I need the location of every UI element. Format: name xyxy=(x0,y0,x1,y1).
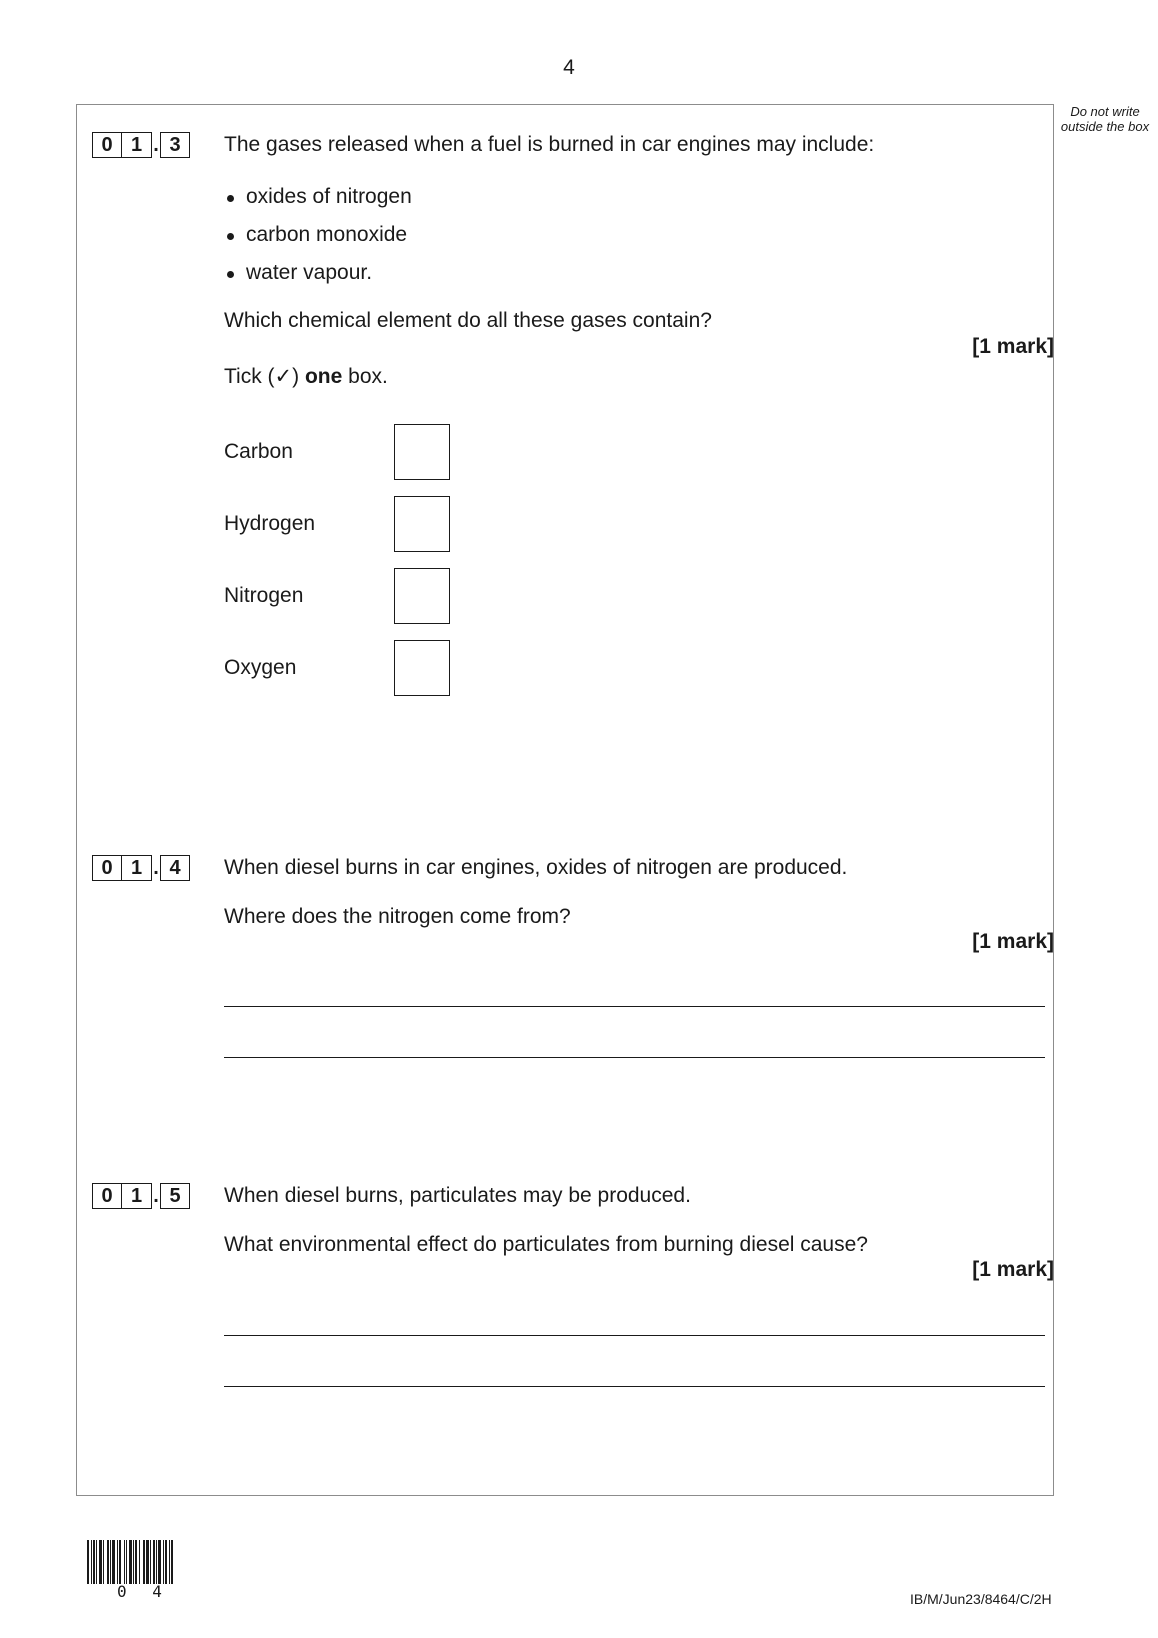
list-item: oxides of nitrogen xyxy=(224,183,412,221)
q013-instruction xyxy=(224,364,388,389)
q013-mark: [1 mark] xyxy=(972,335,1054,358)
question-digit: 3 xyxy=(160,132,190,158)
instruction-prefix: Tick (✓) xyxy=(224,365,305,388)
page-number: 4 xyxy=(563,56,575,79)
q015-mark: [1 mark] xyxy=(972,1258,1054,1281)
question-digit: 0 xyxy=(92,855,122,881)
option-label-nitrogen: Nitrogen xyxy=(224,584,304,607)
option-label-carbon: Carbon xyxy=(224,440,293,463)
question-number-01-5 xyxy=(92,1183,190,1209)
barcode xyxy=(87,1540,191,1601)
q014-intro: When diesel burns in car engines, oxides of nitrogen are produced. xyxy=(224,856,848,879)
paper-reference: IB/M/Jun23/8464/C/2H xyxy=(910,1591,1052,1607)
q014-question: Where does the nitrogen come from? xyxy=(224,905,571,928)
q014-mark: [1 mark] xyxy=(972,930,1054,953)
margin-note: Do not write outside the box xyxy=(1060,104,1150,134)
question-digit: 0 xyxy=(92,1183,122,1209)
option-label-oxygen: Oxygen xyxy=(224,656,297,679)
question-digit: 4 xyxy=(160,855,190,881)
barcode-bars xyxy=(87,1540,191,1584)
question-dot: . xyxy=(153,134,159,156)
tick-box-carbon[interactable] xyxy=(394,424,450,480)
answer-line[interactable] xyxy=(224,1335,1045,1336)
question-digit: 5 xyxy=(160,1183,190,1209)
question-digit: 1 xyxy=(122,132,152,158)
tick-box-hydrogen[interactable] xyxy=(394,496,450,552)
instruction-emphasis: one xyxy=(304,365,343,388)
answer-line[interactable] xyxy=(224,1006,1045,1007)
question-number-01-4 xyxy=(92,855,190,881)
q013-gas-list xyxy=(224,183,412,297)
q013-question: Which chemical element do all these gases contain? xyxy=(224,309,712,332)
question-digit: 1 xyxy=(122,1183,152,1209)
q013-intro: The gases released when a fuel is burned in car engines may include: xyxy=(224,133,875,156)
question-digit: 0 xyxy=(92,132,122,158)
q015-intro: When diesel burns, particulates may be produced. xyxy=(224,1184,691,1207)
answer-line[interactable] xyxy=(224,1386,1045,1387)
instruction-suffix: box. xyxy=(342,365,388,388)
list-item: carbon monoxide xyxy=(224,221,412,259)
question-digit: 1 xyxy=(122,855,152,881)
question-dot: . xyxy=(153,1185,159,1207)
question-number-01-3 xyxy=(92,132,190,158)
list-item: water vapour. xyxy=(224,259,412,297)
q015-question: What environmental effect do particulates from burning diesel cause? xyxy=(224,1233,868,1256)
tick-box-oxygen[interactable] xyxy=(394,640,450,696)
question-dot: . xyxy=(153,857,159,879)
barcode-number: 0 4 xyxy=(117,1582,170,1601)
tick-box-nitrogen[interactable] xyxy=(394,568,450,624)
answer-line[interactable] xyxy=(224,1057,1045,1058)
option-label-hydrogen: Hydrogen xyxy=(224,512,316,535)
